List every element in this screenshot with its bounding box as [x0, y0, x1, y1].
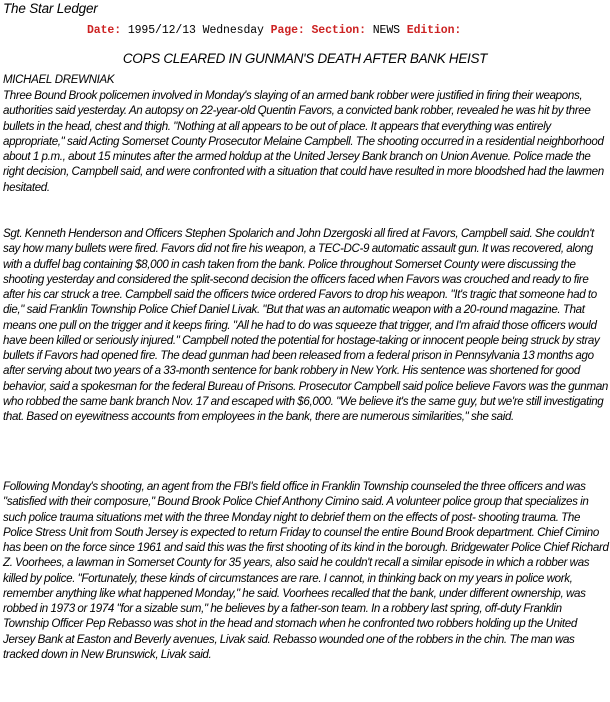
newspaper-name: The Star Ledger [3, 1, 98, 16]
section-label: Section: [311, 24, 366, 37]
article-paragraph: Sgt. Kenneth Henderson and Officers Stephen Spolarich and John Dzergoski all fired at Favors, Campbell said. She couldn't say how many bullets were fired. Favors did not fire his weapon, a TEC-DC-9 automatic assault gun. It was recovered, along with a duffel bag containing $8,000 in cash taken from the bank. Police throughout Somerset County were discussing the shooting yesterday and considered the split-second decision the officers faced when Favors was crouched and ready to fire after his car struck a tree. Campbell said the officers twice ordered Favors to drop his weapon. "It's tragic that someone had to die," said Franklin Township Police Chief Daniel Livak. "But that was an automatic weapon with a 20-round magazine. That means one pull on the trigger and it keeps firing. "All he had to do was squeeze that trigger, and I'm afraid those officers would have been killed or seriously injured." Campbell noted the potential for hostage-taking or innocent people being struck by stray bullets if Favors had opened fire. The dead gunman had been released from a federal prison in Pennsylvania 13 months ago after serving about two years of a 33-month sentence for bank robbery in New York. His sentence was shortened for good behavior, said a spokesman for the federal Bureau of Prisons. Prosecutor Campbell said police believe Favors was the gunman who robbed the same bank branch Nov. 17 and escaped with $6,000. "We believe it's the same guy, but we're still investigating that. Based on eyewitness accounts from employees in the bank, there are numerous similarities," she said. [3, 227, 609, 423]
section-value: NEWS [372, 24, 400, 37]
article-paragraph: Following Monday's shooting, an agent from the FBI's field office in Franklin Township counseled the three officers and was "satisfied with their composure," Bound Brook Police Chief Anthony Cimino said. A volunteer police group that specializes in such police trauma situations met with the three Monday night to debrief them on the effects of post- shooting trauma. The Police Stress Unit from South Jersey is expected to return Friday to counsel the entire Bound Brook department. Chief Cimino has been on the force since 1961 and said this was the first shooting of its kind in the borough. Bridgewater Police Chief Richard Z. Voorhees, a lawman in Somerset County for 35 years, also said he couldn't recall a similar episode in which a robber was killed by police. "Fortunately, these kinds of circumstances are rare. I cannot, in thinking back on my years in police work, remember anything like what happened Monday," he said. Voorhees recalled that the bank, under different ownership, was robbed in 1973 or 1974 "for a sizable sum," he believes by a father-son team. In a robbery last spring, off-duty Franklin Township Officer Pep Rebasso was shot in the head and stomach when he confronted two robbers holding up the United Jersey Bank at Easton and Beverly avenues, Livak said. Rebasso wounded one of the robbers in the chin. The man was tracked down in New Brunswick, Livak said. [3, 480, 609, 661]
article-headline: COPS CLEARED IN GUNMAN'S DEATH AFTER BANK HEIST [122, 51, 488, 66]
date-label: Date: [87, 24, 122, 37]
article-metadata [87, 24, 461, 37]
date-value: 1995/12/13 Wednesday [127, 24, 264, 37]
edition-label: Edition: [406, 24, 462, 37]
article-paragraph: Three Bound Brook policemen involved in Monday's slaying of an armed bank robber were justified in firing their weapons, authorities said yesterday. An autopsy on 22-year-old Quentin Favors, a convicted bank robber, revealed he was hit by three bullets in the head, chest and thigh. "Nothing at all appears to be out of place. It appears that everything was entirely appropriate," said Acting Somerset County Prosecutor Melaine Campbell. The shooting occurred in a residential neighborhood about 1 p.m., about 15 minutes after the armed holdup at the United Jersey Bank branch on Union Avenue. Police made the right decision, Campbell said, and were confronted with a situation that could have resulted in more bloodshed had the lawmen hesitated. [3, 89, 604, 194]
article-byline: MICHAEL DREWNIAK [3, 74, 115, 86]
page-label: Page: [270, 24, 305, 37]
